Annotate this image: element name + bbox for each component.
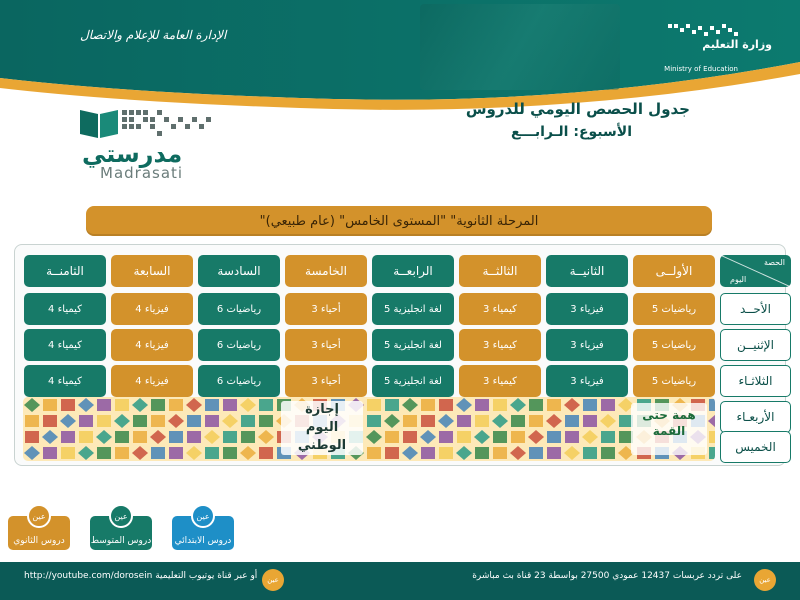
corner-cell xyxy=(720,255,791,287)
lesson-cell[interactable]: فيزياء 3 xyxy=(546,293,628,325)
channel-badge-3[interactable] xyxy=(8,511,70,550)
channel-label: دروس الابتدائي xyxy=(174,536,232,546)
lesson-cell[interactable]: كيمياء 3 xyxy=(459,365,541,397)
holiday-line-1: إجازة xyxy=(305,402,339,417)
ein-logo-icon: عين xyxy=(109,504,133,528)
ministry-name-ar: وزارة التعليم xyxy=(702,38,772,51)
madrasati-logo xyxy=(78,104,218,184)
lesson-cell[interactable]: لغة انجليزية 5 xyxy=(372,365,454,397)
stage-banner: "المرحلة الثانوية" "المستوى الخامس" (عام طبيعي) xyxy=(86,206,712,236)
header-photo xyxy=(420,4,620,90)
lesson-cell[interactable]: فيزياء 3 xyxy=(546,329,628,361)
ein-channel-icon: عين xyxy=(754,569,776,591)
youtube-link[interactable]: http://youtube.com/dorosein أو عبر قناة يوتيوب التعليمية xyxy=(24,571,258,581)
pixel-pattern-icon xyxy=(122,108,218,138)
week-label: الأسبوع: الـرابـــع xyxy=(510,124,632,140)
lesson-cell[interactable]: فيزياء 3 xyxy=(546,365,628,397)
lesson-cell[interactable]: كيمياء 4 xyxy=(24,365,106,397)
ein-channel-icon: عين xyxy=(262,569,284,591)
channel-badge-1[interactable] xyxy=(172,511,234,550)
lesson-cell[interactable]: رياضيات 5 xyxy=(633,329,715,361)
holiday-line-3: الوطني xyxy=(297,438,347,453)
period-header-3: الثالثــة xyxy=(459,255,541,287)
lesson-cell[interactable]: فيزياء 4 xyxy=(111,293,193,325)
lesson-cell[interactable]: رياضيات 5 xyxy=(633,365,715,397)
period-header-7: السابعة xyxy=(111,255,193,287)
slogan-text: همة حتى القمة xyxy=(642,408,696,438)
day-label-4: الأربعـاء xyxy=(720,401,791,433)
day-label-3: الثلاثـاء xyxy=(720,365,791,397)
lesson-cell[interactable]: لغة انجليزية 5 xyxy=(372,293,454,325)
lesson-cell[interactable]: فيزياء 4 xyxy=(111,365,193,397)
holiday-text xyxy=(281,401,363,455)
channel-label: دروس الثانوي xyxy=(13,536,65,546)
day-label-2: الإثنيــن xyxy=(720,329,791,361)
holiday-line-2: اليوم xyxy=(305,420,339,435)
day-label-1: الأحــد xyxy=(720,293,791,325)
ministry-name-en: Ministry of Education xyxy=(664,65,738,73)
lesson-cell[interactable]: رياضيات 5 xyxy=(633,293,715,325)
ein-logo-icon: عين xyxy=(27,504,51,528)
madrasati-name-en: Madrasati xyxy=(100,164,184,182)
footer xyxy=(0,562,800,600)
channel-badge-2[interactable] xyxy=(90,511,152,550)
period-header-2: الثانيــة xyxy=(546,255,628,287)
lesson-cell[interactable]: كيمياء 3 xyxy=(459,329,541,361)
corner-period-label: الحصة xyxy=(763,258,785,267)
lesson-cell[interactable]: فيزياء 4 xyxy=(111,329,193,361)
holiday-pattern xyxy=(23,397,715,461)
satellite-info: على تردد عربسات 12437 عمودي 27500 بواسطة 23 قناة بث مباشرة xyxy=(472,571,742,581)
day-label-5: الخميس xyxy=(720,431,791,463)
channel-label: دروس المتوسط xyxy=(90,536,152,546)
page-title: جدول الحصص اليومي للدروس xyxy=(465,100,690,118)
lesson-cell[interactable]: لغة انجليزية 5 xyxy=(372,329,454,361)
lesson-cell[interactable]: أحياء 3 xyxy=(285,365,367,397)
national-day-holiday xyxy=(23,397,715,461)
lesson-cell[interactable]: كيمياء 4 xyxy=(24,329,106,361)
department-name: الإدارة العامة للإعلام والاتصال xyxy=(80,28,227,42)
lesson-cell[interactable]: كيمياء 4 xyxy=(24,293,106,325)
period-header-1: الأولــى xyxy=(633,255,715,287)
lesson-cell[interactable]: رياضيات 6 xyxy=(198,329,280,361)
lesson-cell[interactable]: أحياء 3 xyxy=(285,329,367,361)
period-header-4: الرابعــة xyxy=(372,255,454,287)
lesson-cell[interactable]: رياضيات 6 xyxy=(198,293,280,325)
period-header-5: الخامسة xyxy=(285,255,367,287)
period-header-6: السادسة xyxy=(198,255,280,287)
book-icon xyxy=(78,104,120,140)
schedule-board xyxy=(14,244,786,466)
national-day-slogan xyxy=(631,403,707,455)
madrasati-name-ar: مدرستي xyxy=(82,140,183,168)
lesson-cell[interactable]: أحياء 3 xyxy=(285,293,367,325)
ein-logo-icon: عين xyxy=(191,504,215,528)
period-header-8: الثامنــة xyxy=(24,255,106,287)
lesson-cell[interactable]: كيمياء 3 xyxy=(459,293,541,325)
lesson-cell[interactable]: رياضيات 6 xyxy=(198,365,280,397)
corner-day-label: اليوم xyxy=(730,275,747,284)
